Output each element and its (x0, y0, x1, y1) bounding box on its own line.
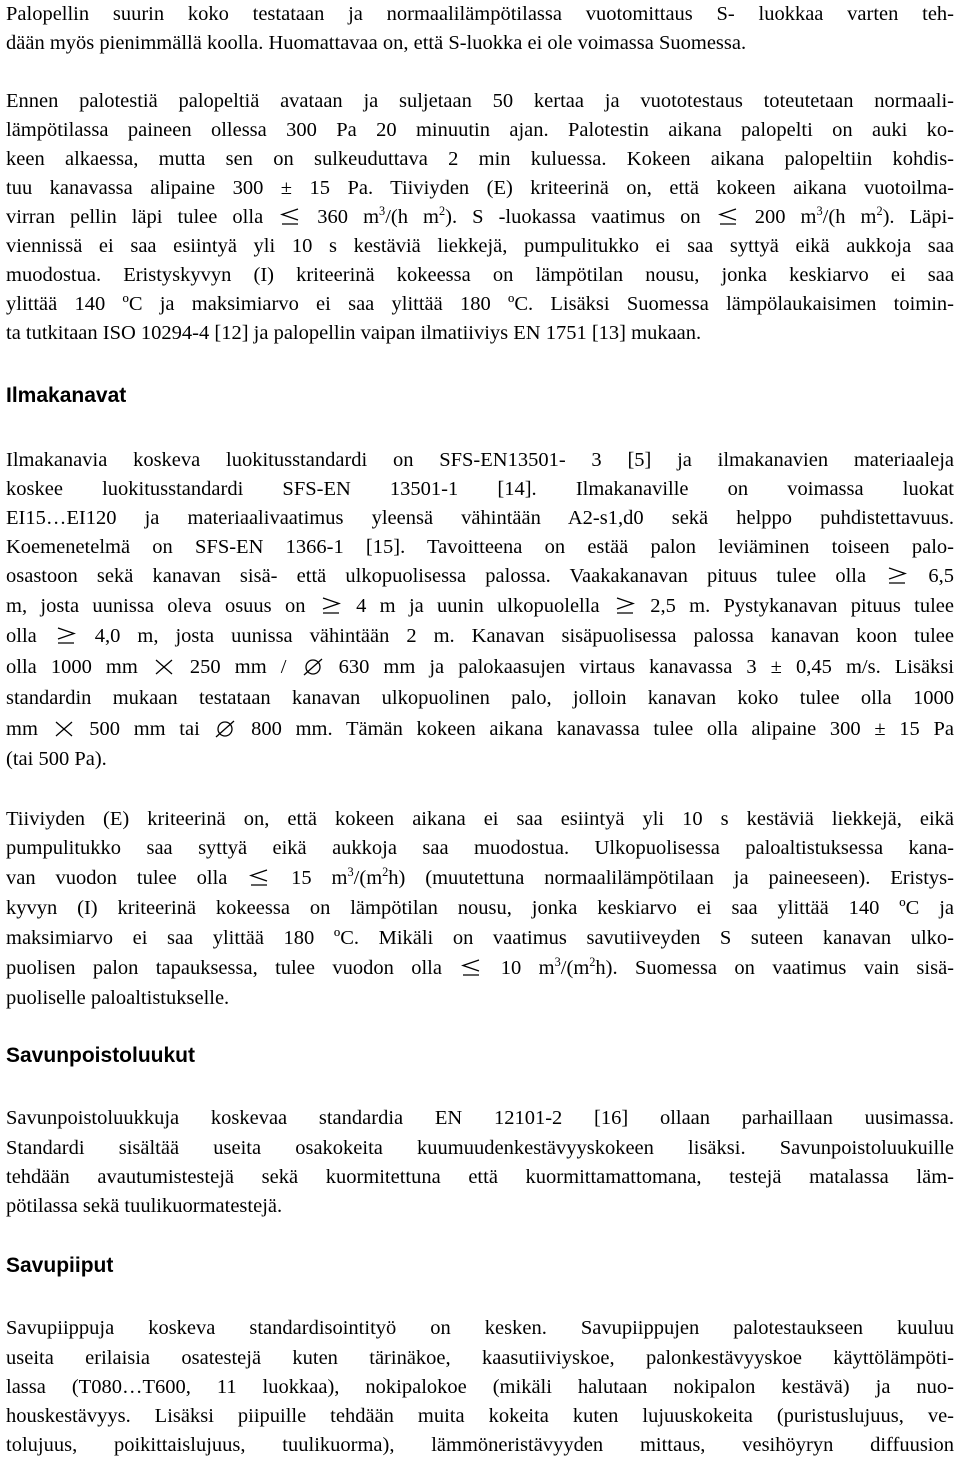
text-line: Koemenetelmä on SFS-EN 1366-1 [15]. Tavoitteena on estää palon leviäminen toiseen palo- (6, 536, 954, 558)
text-line: ylittää 140 ºC ja maksimiarvo ei saa ylittää 180 ºC. Lisäksi Suomessa lämpölaukaisimen toimin- (6, 293, 954, 315)
text-line: puolisen palon tapauksessa, tulee vuodon olla 10 $m^3/(m^2h)$. Suomessa on vaatimus vain sisä- (6, 955, 954, 979)
less-or-equal-icon (717, 208, 739, 226)
text-line: olla 1000 mm 250 mm / 630 mm ja palokaasujen virtaus kanavassa 3 ± 0,45 m/s. Lisäksi (6, 656, 954, 678)
text-line: m, josta uunissa oleva osuus on 4 m ja uunin ulkopuolella 2,5 m. Pystykanavan pituus tulee (6, 595, 954, 617)
less-or-equal-icon (460, 959, 482, 977)
text-line: tuu kanavassa alipaine 300 ± 15 Pa. Tiiviyden (E) kriteerinä on, että kokeen aikana vuotoilma- (6, 177, 954, 199)
text-line: ta tutkitaan ISO 10294-4 [12] ja palopellin vaipan ilmatiiviys EN 1751 [13] mukaan. (6, 322, 702, 344)
text-line: lassa (T080…T600, 11 luokkaa), nokipalokoe (mikäli halutaan nokipalon kestävä) ja nuo- (6, 1376, 954, 1398)
section-heading-savunpoistoluukut: Savunpoistoluukut (6, 1044, 195, 1067)
text-line: EI15…EI120 ja materiaalivaatimus yleensä vähintään A2-s1,d0 sekä helppo puhdistettavuus. (6, 507, 954, 529)
text-line: tolujuus, poikittaislujuus, tuulikuorma), lämmöneristävyyden mittaus, vesihöyryn diffuusion (6, 1434, 954, 1456)
text-line: kyvyn (I) kriteerinä kokeessa on lämpötilan nousu, jonka keskiarvo ei saa ylittää 140 ºC ja (6, 897, 954, 919)
text-line: keen alkaessa, mutta sen on sulkeuduttava 2 min kuluessa. Kokeen aikana palopeltiin kohdis- (6, 148, 954, 170)
text-line: muodostua. Eristyskyvyn (I) kriteerinä kokeessa on lämpötilan nousu, jonka keskiarvo ei saa (6, 264, 954, 286)
text-line: pumpulitukko saa syttyä eikä aukkoja saa muodostua. Ulkopuolisessa paloaltistuksessa kana- (6, 837, 954, 859)
superscript: 2 (382, 865, 389, 880)
less-or-equal-icon (279, 208, 301, 226)
text-line: koskee luokitusstandardi SFS-EN 13501-1 [14]. Ilmakanaville on voimassa luokat (6, 478, 954, 500)
text-line: Ilmakanavia koskeva luokitusstandardi on SFS-EN13501- 3 [5] ja ilmakanavien materiaaleja (6, 449, 954, 471)
text-line: virran pellin läpi tulee olla 360 $m^3/(h$ $m^2$). S -luokassa vaatimus on 200 $m^3/(h$ $m^2$). Läpi- (6, 204, 955, 228)
superscript: 2 (589, 955, 596, 970)
superscript: 3 (379, 204, 386, 219)
text-line: Tiiviyden (E) kriteerinä on, että kokeen aikana ei saa esiintyä yli 10 s kestäviä liekkejä, eikä (6, 808, 954, 830)
text-line: Ennen palotestiä palopeltiä avataan ja suljetaan 50 kertaa ja vuototestaus toteutetaan normaali- (6, 90, 954, 112)
superscript: 2 (876, 204, 883, 219)
multiply-icon (153, 658, 175, 676)
text-line: van vuodon tulee olla 15 $m^3/(m^2h)$ (muutettuna normaalilämpötilaan ja paineeseen). Eristys- (6, 865, 954, 889)
superscript: 3 (347, 865, 354, 880)
text-line: osastoon sekä kanavan sisä- että ulkopuolisessa palossa. Vaakakanavan pituus tulee olla 6,5 (6, 565, 954, 587)
text-line: olla 4,0 m, josta uunissa vähintään 2 m. Kanavan sisäpuolisessa palossa kanavan koon tulee (6, 625, 955, 647)
text-line: Palopellin suurin koko testataan ja normaalilämpötilassa vuotomittaus S- luokkaa varten teh- (6, 3, 954, 25)
greater-or-equal-icon (614, 597, 636, 615)
text-line: Savunpoistoluukkuja koskevaa standardia EN 12101-2 [16] ollaan parhaillaan uusimassa. (6, 1107, 954, 1129)
text-line: puoliselle paloaltistukselle. (6, 987, 230, 1009)
text-line: mm 500 mm tai 800 mm. Tämän kokeen aikana kanavassa tulee olla alipaine 300 ± 15 Pa (6, 718, 954, 740)
superscript: 3 (554, 955, 561, 970)
text-line: pötilassa sekä tuulikuormatestejä. (6, 1195, 283, 1217)
multiply-icon (53, 720, 75, 738)
text-line: tehdään avautumistestejä sekä kuormitettuna että kuormittamattomana, testejä matalassa läm- (6, 1166, 954, 1188)
diameter-icon (302, 658, 324, 676)
section-heading-savupiiput: Savupiiput (6, 1254, 114, 1277)
text-line: useita erilaisia osatestejä kuten tärinäkoe, kaasutiiviyskoe, palonkestävyyskoe käyttölämpöti- (6, 1347, 954, 1369)
greater-or-equal-icon (320, 597, 342, 615)
superscript: 2 (438, 204, 446, 219)
text-line: viennissä ei saa esiintyä yli 10 s kestäviä liekkejä, pumpulitukko ei saa syttyä eikä aukkoja saa (6, 235, 954, 257)
text-line: maksimiarvo ei saa ylittää 180 ºC. Mikäli on vaatimus savutiiveyden S suteen kanavan ulko- (6, 927, 954, 949)
text-line: dään myös pienimmällä koolla. Huomattavaa on, että S-luokka ei ole voimassa Suomessa. (6, 32, 747, 54)
superscript: 3 (816, 204, 823, 219)
text-line: Standardi sisältää useita osakokeita kuumuudenkestävyyskokeen lisäksi. Savunpoistoluukuille (6, 1137, 954, 1159)
diameter-icon (214, 720, 236, 738)
less-or-equal-icon (248, 869, 270, 887)
section-heading-ilmakanavat: Ilmakanavat (6, 384, 127, 407)
greater-or-equal-icon (886, 567, 908, 585)
text-line: Savupiippuja koskeva standardisointityö on kesken. Savupiippujen palotestaukseen kuuluu (6, 1317, 954, 1339)
text-line: houskestävyys. Lisäksi piipuille tehdään muita kokeita kuten lujuuskokeita (puristuslujuus, ve- (6, 1405, 954, 1427)
text-line: (tai 500 Pa). (6, 748, 107, 770)
text-line: lämpötilassa paineen ollessa 300 Pa 20 minuutin ajan. Palotestin aikana palopelti on auki ko- (6, 119, 954, 141)
greater-or-equal-icon (55, 627, 77, 645)
text-line: standardin mukaan testataan kanavan ulkopuolinen palo, jolloin kanavan koko tulee olla 1000 (6, 687, 954, 709)
